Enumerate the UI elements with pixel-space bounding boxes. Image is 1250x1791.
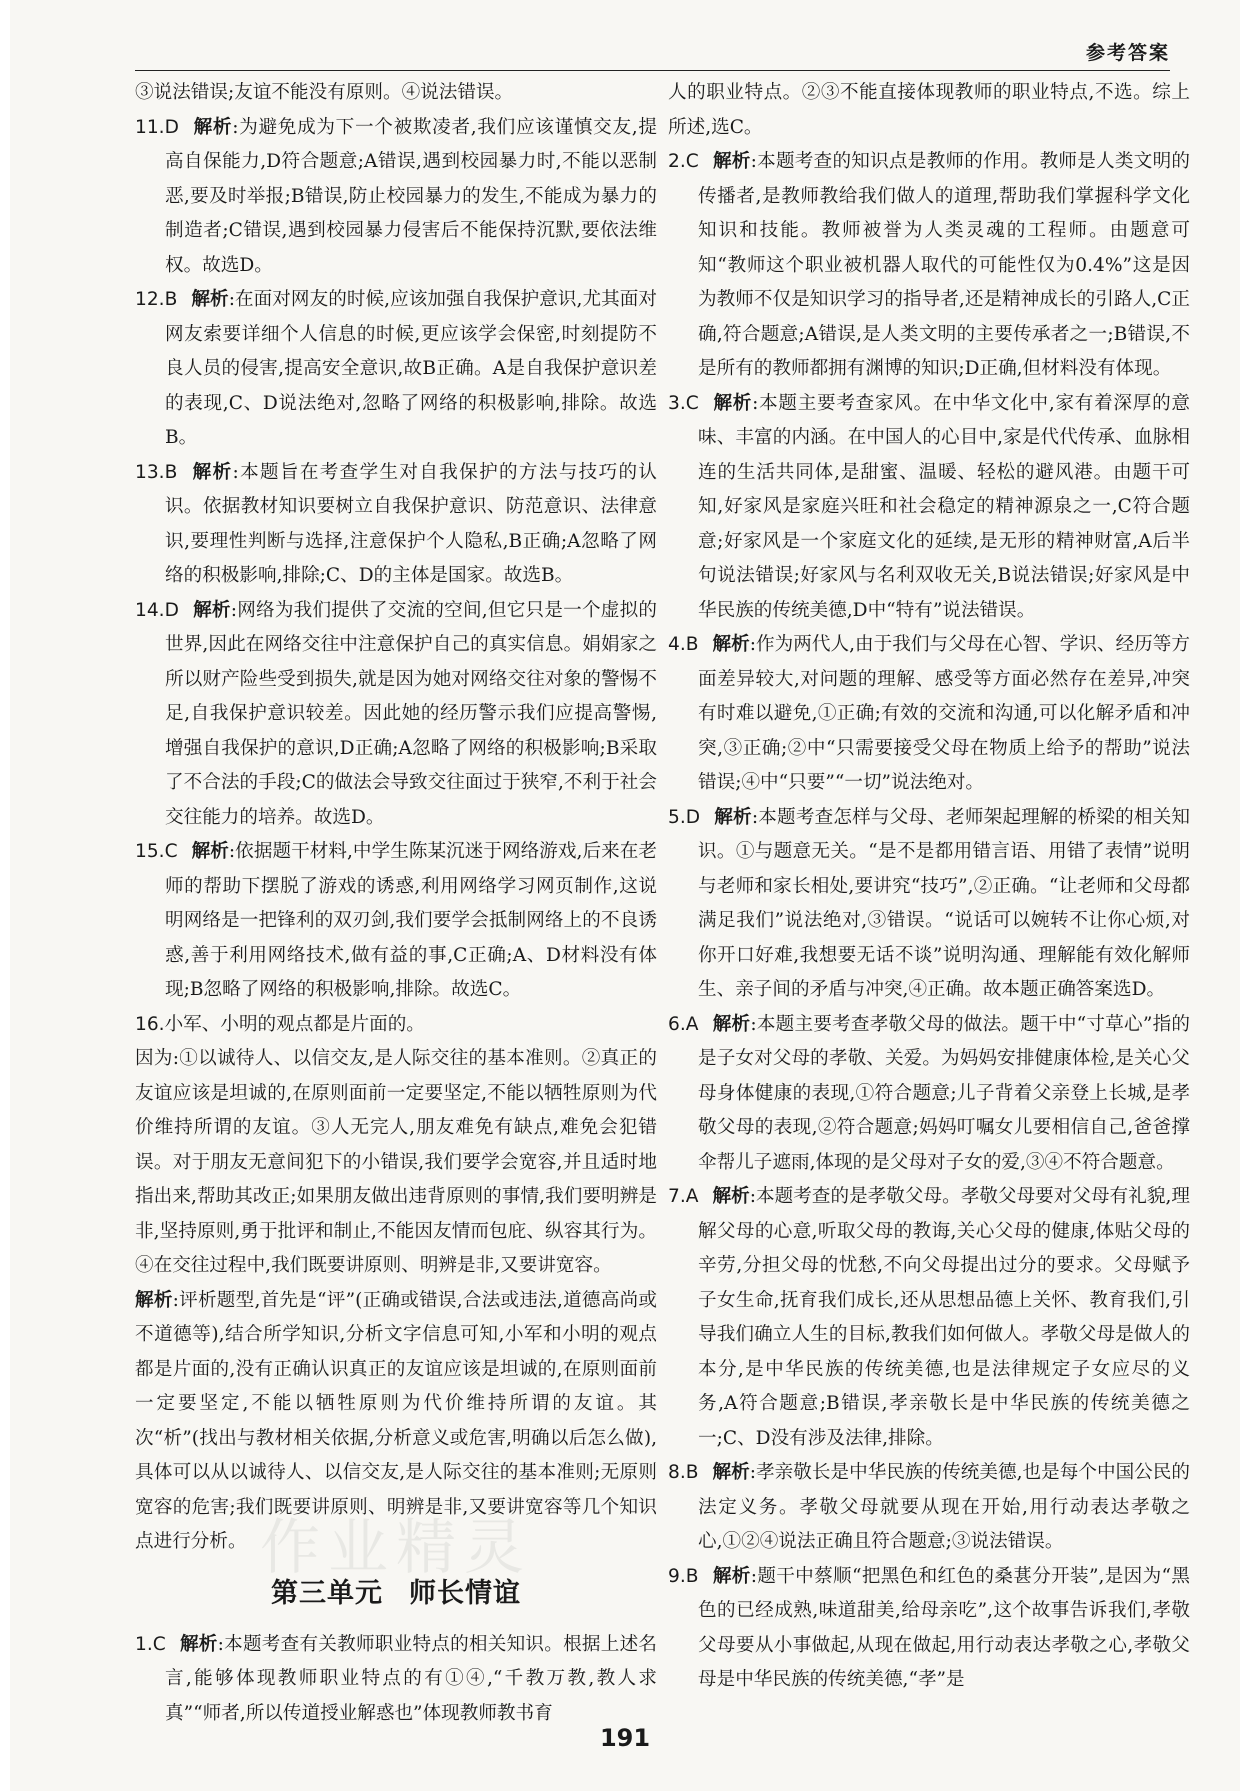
answer-item-15 — [135, 835, 657, 1008]
item-number: 15. — [135, 841, 165, 862]
answer-page — [10, 0, 1240, 1791]
item-number: 5. — [668, 806, 686, 828]
item-text: :网络为我们提供了交流的空间,但它只是一个虚拟的世界,因此在网络交往中注意保护自己的真实信息。娟娟家之所以财产险些受到损失,就是因为她对网络交往对象的警惕不足,自我保护意识较差。因此她的经历警示我们应提高警惕,增强自我保护的意识,D正确;A忽略了网络的积极影响;B采取了不合法的手段;C的做法会导致交往面过于狭窄,不利于社会交往能力的培养。故选D。 — [165, 599, 657, 828]
answer-item-16-title — [135, 1008, 657, 1043]
item-answer: C — [685, 392, 699, 414]
item-label: 解析 — [191, 461, 233, 483]
item-text: :题干中蔡顺“把黑色和红色的桑葚分开装”,是因为“黑色的已经成熟,味道甜美,给母亲吃”,这个故事告诉我们,孝敬父母要从小事做起,从现在做起,用行动表达孝敬之心,孝敬父母是中华民族的传统美德,“孝”是 — [698, 1565, 1190, 1690]
item-text: :依据题干材料,中学生陈某沉迷于网络游戏,后来在老师的帮助下摆脱了游戏的诱惑,利用网络学习网页制作,这说明网络是一把锋利的双刃剑,我们要学会抵制网络上的不良诱惑,善于利用网络技术,做有益的事,C正确;A、D材料没有体现;B忽略了网络的积极影响,排除。故选C。 — [165, 841, 657, 1000]
item-answer: D — [164, 116, 179, 138]
unit-number: 第三单元 — [271, 1577, 383, 1609]
item-number: 16. — [135, 1013, 165, 1035]
answer-item-7 — [668, 1180, 1190, 1456]
item-answer: B — [164, 289, 178, 310]
answer-item-3 — [668, 387, 1190, 629]
item-answer: C — [164, 841, 178, 862]
item-text: :作为两代人,由于我们与父母在心智、学识、经历等方面差异较大,对问题的理解、感受等方面必然存在差异,冲突有时难以避免,①正确;有效的交流和沟通,可以化解矛盾和冲突,③正确;②中“只需要接受父母在物质上给予的帮助”说法错误;④中“只要”“一切”说法绝对。 — [698, 634, 1190, 793]
answer-item-5 — [668, 801, 1190, 1008]
item-label: 解析 — [192, 116, 233, 138]
answer-item-4 — [668, 628, 1190, 801]
item-number: 7. — [668, 1186, 686, 1207]
item-answer: D — [164, 599, 179, 621]
item-label: 解析 — [712, 392, 753, 414]
item-label: 解析 — [712, 1462, 750, 1483]
item-text: :本题考查的是孝敬父母。孝敬父母要对父母有礼貌,理解父母的心意,听取父母的教诲,关心父母的健康,体贴父母的辛劳,分担父母的忧愁,不向父母提出过分的要求。父母赋予子女生命,抚育我们成长,还从思想品德上关怀、教育我们,引导我们确立人生的目标,教我们如何做人。孝敬父母是做人的本分,是中华民族的传统美德,也是法律规定子女应尽的义务,A符合题意;B错误,孝亲敬长是中华民族的传统美德之一;C、D没有涉及法律,排除。 — [698, 1186, 1190, 1449]
item-number: 8. — [668, 1462, 686, 1483]
answer-item-12 — [135, 283, 657, 456]
item-answer: B — [685, 1565, 699, 1587]
item-text: :本题考查怎样与父母、老师架起理解的桥梁的相关知识。①与题意无关。“是不是都用错言语、用错了表情”说明与老师和家长相处,要讲究“技巧”,②正确。“让老师和父母都满足我们”说法绝对,③错误。“说话可以婉转不让你心烦,对你开口好难,我想要无话不谈”说明沟通、理解能有效化解师生、亲子间的矛盾与冲突,④正确。故本题正确答案选D。 — [698, 806, 1190, 1000]
watermark: 作业精灵 — [260, 1513, 532, 1583]
item-label: 解析 — [712, 1013, 751, 1035]
item-number: 4. — [668, 634, 686, 655]
header-title: 参考答案 — [1085, 42, 1170, 64]
right-intro: 人的职业特点。②③不能直接体现教师的职业特点,不选。综上所述,选C。 — [668, 82, 1190, 138]
item-label: 解析 — [179, 1633, 218, 1655]
item-number: 9. — [668, 1565, 686, 1587]
item-answer: C — [152, 1633, 166, 1655]
answer-item-14 — [135, 594, 657, 836]
header-divider — [135, 70, 1170, 71]
answer-item-2 — [668, 145, 1190, 387]
item-label: 解析 — [192, 599, 231, 621]
item-label: 解析 — [712, 1565, 751, 1587]
item-number: 11. — [135, 116, 165, 138]
item-number: 1. — [135, 1633, 153, 1655]
page-number: 191 — [599, 1724, 651, 1752]
item-answer: B — [685, 1462, 699, 1483]
item-text: :评析题型,首先是“评”(正确或错误,合法或违法,道德高尚或不道德等),结合所学知识,分析文字信息可知,小军和小明的观点都是片面的,没有正确认识真正的友谊应该是坦诚的,在原则面前一定要坚定,不能以牺牲原则为代价维持所谓的友谊。其次“析”(找出与教材相关依据,分析意义或危害,明确以后怎么做),具体可以从以诚待人、以信交友,是人际交往的基本准则;无原则宽容的危害;我们既要讲原则、明辨是非,又要讲宽容等几个知识点进行分析。 — [135, 1289, 657, 1552]
item-text: :本题主要考查家风。在中华文化中,家有着深厚的意味、丰富的内涵。在中国人的心目中,家是代代传承、血脉相连的生活共同体,是甜蜜、温暖、轻松的避风港。由题干可知,好家风是家庭兴旺和社会稳定的精神源泉之一,C符合题意;好家风是一个家庭文化的延续,是无形的精神财富,A后半句说法错误;好家风与名利双收无关,B说法错误;好家风是中华民族的传统美德,D中“特有”说法错误。 — [698, 392, 1190, 621]
item-text: :本题主要考查孝敬父母的做法。题干中“寸草心”指的是子女对父母的孝敬、关爱。为妈妈安排健康体检,是关心父母身体健康的表现,①符合题意;儿子背着父亲登上长城,是孝敬父母的表现,②符合题意;妈妈叮嘱女儿要相信自己,爸爸撑伞帮儿子遮雨,体现的是父母对子女的爱,③④不符合题意。 — [698, 1013, 1190, 1173]
unit-title: 师长情谊 — [409, 1577, 521, 1609]
answer-item-13 — [135, 456, 657, 594]
item-answer: B — [164, 461, 178, 483]
item-number: 14. — [135, 599, 165, 621]
item-number: 13. — [135, 461, 165, 483]
item-answer: D — [685, 806, 701, 828]
answer-item-1 — [135, 1628, 657, 1732]
item-label: 解析 — [712, 1186, 750, 1207]
unit-heading — [135, 1574, 657, 1614]
answer-item-6 — [668, 1008, 1190, 1181]
left-intro: ③说法错误;友谊不能没有原则。④说法错误。 — [135, 82, 514, 103]
item-number: 3. — [668, 392, 686, 414]
item-label: 解析 — [712, 634, 750, 655]
item-label: 解析 — [714, 806, 752, 828]
answer-item-16-reason: 因为:①以诚待人、以信交友,是人际交往的基本准则。②真正的友谊应该是坦诚的,在原则面前一定要坚定,不能以牺牲原则为代价维持所谓的友谊。③人无完人,朋友难免有缺点,难免会犯错误。对于朋友无意间犯下的小错误,我们要学会宽容,并且适时地指出来,帮助其改正;如果朋友做出违背原则的事情,我们要明辨是非,坚持原则,勇于批评和制止,不能因友情而包庇、纵容其行为。④在交往过程中,我们既要讲原则、明辨是非,又要讲宽容。 — [135, 1048, 657, 1276]
answer-item-11 — [135, 111, 657, 284]
item-number: 12. — [135, 289, 165, 310]
item-text: 小军、小明的观点都是片面的。 — [164, 1013, 425, 1035]
item-text: :本题旨在考查学生对自我保护的方法与技巧的认识。依据教材知识要树立自我保护意识、防范意识、法律意识,要理性判断与选择,注意保护个人隐私,B正确;A忽略了网络的积极影响,排除;C、D的主体是国家。故选B。 — [165, 461, 657, 586]
right-column — [668, 76, 1190, 1698]
item-text: :本题考查有关教师职业特点的相关知识。根据上述名言,能够体现教师职业特点的有①④,“千教万教,教人求真”“师者,所以传道授业解惑也”体现教师教书育 — [165, 1633, 657, 1724]
item-text: :本题考查的知识点是教师的作用。教师是人类文明的传播者,是教师教给我们做人的道理,帮助我们掌握科学文化知识和技能。教师被誉为人类灵魂的工程师。由题意可知“教师这个职业被机器人取代的可能性仅为0.4%”这是因为教师不仅是知识学习的指导者,还是精神成长的引路人,C正确,符合题意;A错误,是人类文明的主要传承者之一;B错误,不是所有的教师都拥有渊博的知识;D正确,但材料没有体现。 — [698, 151, 1190, 379]
item-answer: A — [685, 1013, 699, 1035]
answer-item-9 — [668, 1560, 1190, 1698]
item-number: 2. — [668, 151, 686, 172]
item-answer: C — [685, 151, 699, 172]
item-text: :在面对网友的时候,应该加强自我保护意识,尤其面对网友索要详细个人信息的时候,更应该学会保密,时刻提防不良人员的侵害,提高安全意识,故B正确。A是自我保护意识差的表现,C、D说法绝对,忽略了网络的积极影响,排除。故选B。 — [165, 289, 657, 448]
item-label: 解析 — [135, 1289, 173, 1311]
item-number: 6. — [668, 1013, 686, 1035]
item-text: :为避免成为下一个被欺凌者,我们应该谨慎交友,提高自保能力,D符合题意;A错误,遇到校园暴力时,不能以恶制恶,要及时举报;B错误,防止校园暴力的发生,不能成为暴力的制造者;C错误,遇到校园暴力侵害后不能保持沉默,要依法维权。故选D。 — [165, 116, 657, 276]
item-answer: B — [685, 634, 699, 655]
item-label: 解析 — [191, 841, 229, 862]
item-text: :孝亲敬长是中华民族的传统美德,也是每个中国公民的法定义务。孝敬父母就要从现在开始,用行动表达孝敬之心,①②④说法正确且符合题意;③说法错误。 — [698, 1462, 1190, 1552]
answer-item-8 — [668, 1456, 1190, 1560]
answer-item-16-analysis — [135, 1284, 657, 1560]
left-column — [135, 76, 657, 1731]
item-label: 解析 — [191, 289, 229, 310]
item-label: 解析 — [712, 151, 751, 172]
item-answer: A — [685, 1186, 699, 1207]
